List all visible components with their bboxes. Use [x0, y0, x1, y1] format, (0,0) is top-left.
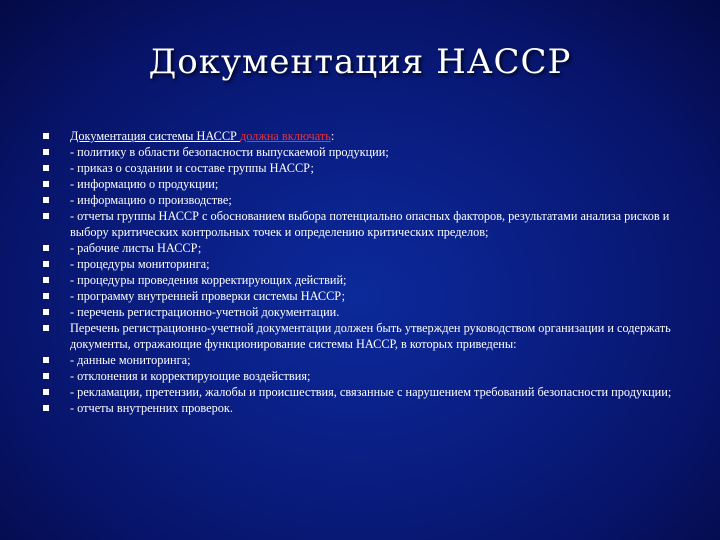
list-item-intro	[40, 128, 700, 144]
square-bullet-icon	[40, 288, 70, 304]
list-item	[40, 208, 700, 240]
list-item-text: - политику в области безопасности выпускаемой продукции;	[70, 145, 389, 159]
list-item	[40, 368, 700, 384]
list-item	[40, 176, 700, 192]
list-item-text: - приказ о создании и составе группы НАССР;	[70, 161, 314, 175]
list-item	[40, 272, 700, 288]
list-item	[40, 304, 700, 320]
list-item	[40, 256, 700, 272]
list-item-text: - рекламации, претензии, жалобы и происшествия, связанные с нарушением требований безопасности продукции;	[70, 385, 672, 399]
square-bullet-icon	[40, 208, 70, 224]
square-bullet-icon	[40, 192, 70, 208]
list-item	[40, 352, 700, 368]
list-item-text: - рабочие листы НАССР;	[70, 241, 202, 255]
list-item-text: - информацию о продукции;	[70, 177, 219, 191]
list-item	[40, 144, 700, 160]
list-item-text: - отчеты группы НАССР с обоснованием выбора потенциально опасных факторов, результатами анализа рисков и выбору критических контрольных точек и определению критических пределов;	[70, 209, 670, 239]
square-bullet-icon	[40, 368, 70, 384]
bullet-list	[40, 128, 700, 416]
list-item-text: - отчеты внутренних проверок.	[70, 401, 233, 415]
list-item	[40, 288, 700, 304]
list-item	[40, 160, 700, 176]
square-bullet-icon	[40, 352, 70, 368]
square-bullet-icon	[40, 128, 70, 144]
list-item-text: - процедуры мониторинга;	[70, 257, 210, 271]
square-bullet-icon	[40, 240, 70, 256]
square-bullet-icon	[40, 272, 70, 288]
square-bullet-icon	[40, 400, 70, 416]
slide-title: Документация НАССР	[148, 42, 572, 82]
square-bullet-icon	[40, 176, 70, 192]
square-bullet-icon	[40, 320, 70, 336]
square-bullet-icon	[40, 304, 70, 320]
list-item-text: - программу внутренней проверки системы НАССР;	[70, 289, 345, 303]
square-bullet-icon	[40, 160, 70, 176]
list-item	[40, 400, 700, 416]
list-item	[40, 384, 700, 400]
list-item	[40, 192, 700, 208]
list-item	[40, 240, 700, 256]
intro-underlined: Документация системы НАССР	[70, 129, 240, 143]
list-item	[40, 320, 700, 352]
list-item-text: - отклонения и корректирующие воздействия;	[70, 369, 311, 383]
square-bullet-icon	[40, 256, 70, 272]
square-bullet-icon	[40, 384, 70, 400]
list-item-text: Перечень регистрационно-учетной документации должен быть утвержден руководством организации и содержать документы, отражающие функционирование системы НАССР, в которых приведены:	[70, 321, 671, 351]
list-item-text: - процедуры проведения корректирующих действий;	[70, 273, 347, 287]
list-item-text: - информацию о производстве;	[70, 193, 232, 207]
list-item-text: - данные мониторинга;	[70, 353, 191, 367]
square-bullet-icon	[40, 144, 70, 160]
intro-tail: :	[330, 129, 335, 143]
intro-text	[70, 128, 700, 144]
list-item-text: - перечень регистрационно-учетной документации.	[70, 305, 340, 319]
intro-highlight: должна включать	[239, 129, 331, 143]
